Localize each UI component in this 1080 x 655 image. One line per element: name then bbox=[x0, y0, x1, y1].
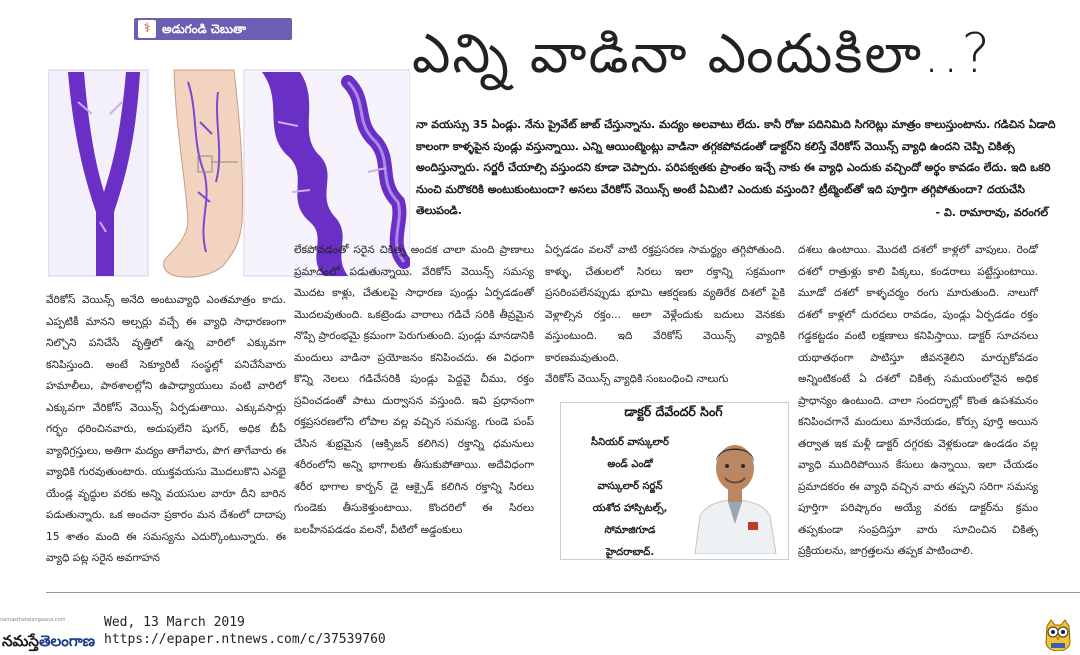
doctor-city: హైదరాబాద్. bbox=[605, 547, 655, 558]
answer-column-1 bbox=[46, 290, 286, 570]
doctor-details bbox=[570, 432, 690, 564]
column-3-text: ఏర్పడడం వలనో వాటి రక్తప్రసరణ సామర్థ్యం తగ్గిపోతుంది. కాళ్ళు, చేతులలో సిరలు ఇలా రక్తాన్ని సక్రమంగా ప్రసరింపలేనప్పుడు భూమి ఆకర్షణకు వ్యతిరేక దిశలో పైకి వెళ్లాల్సిన రక్తం... అలా వెళ్లేందుకు బదులు వెనకకు వస్తుంటుంది. ఇది వేరికోస్ వెయిన్స్ వ్యాధికి కారణమవుతుంది. bbox=[545, 244, 785, 364]
logo-word-1: నమస్తే bbox=[2, 632, 39, 650]
doctor-name: డాక్టర్ దేవేందర్ సింగ్ bbox=[624, 404, 723, 419]
answer-column-3 bbox=[545, 240, 785, 391]
doctor-area: సోమాజిగూడ bbox=[604, 525, 656, 536]
column-2-text: లేకపోవడంతో సరైన చికిత్స అందక చాలా మంది ప్రాణాలు ప్రమాదంలో పడుతున్నాయి. వేరికోస్ వెయిన్స్ సమస్య మొదట కాళ్లు, చేతులపై సాధారణ పుండ్లు ఏర్పడడంతో మొదలవుతుంది. ఒకట్రెండు వారాలు గడిచే సరికి తీవ్రమైన నొప్పి ప్రారంభమై క్రమంగా పెరుగుతుంది. పుండ్లు మానడానికి మందులు వాడినా ప్రయోజనం కనిపించదు. ఈ విధంగా కొన్ని నెలలు గడిచేసరికి పుండ్లు పెద్దవై చీము, రక్తం స్రవించడంతో పాటు దుర్వాసన వస్తుంది. ఇవి ప్రధానంగా రక్తప్రసరణలోని లోపాల వల్ల వచ్చిన సమస్య. గుండె పంప్ చేసిన శుభ్రమైన (ఆక్సిజన్ కలిగిన) రక్తాన్ని ధమనులు శరీరంలోని అన్ని భాగాలకు తీసుకుపోతాయి. అదేవిధంగా శరీర భాగాల కార్బన్ డై ఆక్సైడ్ కలిగిన రక్తాన్ని సిరలు గుండెకు తీసుకెళ్తుంటాయి. కొందరిలో ఈ సిరలు బలహీనపడడం వలనో, వీటిలో అడ్డంకులు bbox=[294, 244, 534, 536]
column-1-text: వేరికోస్ వెయిన్స్ అనేది అంటువ్యాధి ఎంతమాత్రం కాదు. ఎప్పటికీ మానని అల్సర్లు వచ్చే ఈ వ్యాధి సాధారణంగా నిల్చొని పనిచేసే వృత్తిలో ఉన్న వారిలో ఎక్కువగా కనిపిస్తుంది. అంటే సెక్యూరిటీ సంస్థల్లో పనిచేసేవారు హమాలీలు, పాఠశాలల్లోని ఉపాధ్యాయులు వంటి వారిలో ఎక్కువగా వేరికోస్ వెయిన్స్ ఏర్పడుతాయి. ఎక్కువసార్లు గర్భం ధరించినవారు, అదుపులేని షుగర్, అధిక బీపీ వ్యాధిగ్రస్తులు, అతిగా మద్యం తాగేవారు, పొగ తాగేవారు ఈ వ్యాధికి గురవుతుంటారు. యుక్తవయసు మొదలుకొని ఎనభై యేండ్ల వృద్ధుల వరకు అన్ని వయసుల వారూ దీని బారిన పడుతున్నారు. ఒక అంచనా ప్రకారం మన దేశంలో దాదాపు 15 శాతం మంది ఈ సమస్యను ఎదుర్కొంటున్నారు. ఈ వ్యాధి పట్ల సరైన అవగాహన bbox=[46, 294, 286, 564]
footer-site-url: namasthetelangaana.com bbox=[0, 617, 66, 623]
answer-column-2 bbox=[294, 240, 534, 541]
doctor-title-3: వాస్కులార్ సర్జన్ bbox=[597, 481, 663, 492]
doctor-photo bbox=[690, 424, 780, 554]
doctor-hospital: యశోద హాస్పిటల్స్, bbox=[592, 503, 668, 514]
doctor-title-1: సీనియర్ వాస్కులార్ bbox=[591, 437, 669, 448]
column-4-text: దశలు ఉంటాయి. మొదటి దశలో కాళ్లలో వాపులు. రెండో దశలో రాత్రుళ్లు కాలి పిక్కలు, కండరాలు పట్టేస్తుంటాయి. మూడో దశలో కాళ్ళచర్మం రంగు మారుతుంది. నాలుగో దశలో కాళ్లలో దురదలు రావడం, పుండ్లు ఏర్పడడం రక్తం గడ్డకట్టడం వంటి లక్షణాలు కనిపిస్తాయి. డాక్టర్ సూచనలు యథాతథంగా పాటిస్తూ జీవనశైలిని మార్చుకోవడం అన్నింటికంటే ఏ దశలో చికిత్స సమయంలోనైన అధిక ప్రాధాన్యం ఉంటుంది. చాలా సందర్భాల్లో కొంత ఉపశమనం కనిపించగానే మందులు మానేయడం, కోర్సు పూర్తి అయిన తర్వాత ఇక మళ్లీ డాక్టర్ దగ్గరకు వెళ్లకుండా ఉండడం వల్ల వ్యాధి ముదిరిపోయిన కేసులు ఉన్నాయి. ఇలా చేయడం ప్రమాదకరం ఈ వ్యాధి వచ్చిన వారు తప్పని సరిగా సమస్య పూర్తిగా పరిష్కారం అయ్యే వరకు డాక్టర్‌ను క్రమం తప్పకుండా సంప్రదిస్తూ వారు సూచించిన చికిత్స ప్రక్రియలను, జాగ్రత్తలను తప్పక పాటించాలి. bbox=[798, 244, 1038, 557]
epaper-link[interactable]: https://epaper.ntnews.com/c/37539760 bbox=[104, 632, 386, 647]
newspaper-logo bbox=[2, 632, 95, 654]
footer-divider bbox=[46, 592, 1080, 593]
leg-icon bbox=[164, 70, 243, 277]
answer-column-4 bbox=[798, 240, 1038, 563]
logo-word-2: తెలంగాణ bbox=[38, 632, 96, 650]
column-3-text-continued: వేరికోస్ వెయిన్స్ వ్యాధికి సంబంధించి నాలుగు bbox=[545, 373, 729, 385]
doctor-title-2: అండ్ ఎండో bbox=[607, 459, 653, 470]
caduceus-icon: ⚕ bbox=[138, 20, 156, 38]
headline: ఎన్ని వాడినా ఎందుకిలా..? bbox=[412, 22, 993, 85]
edition-date: Wed, 13 March 2019 bbox=[104, 615, 245, 630]
column-tag-label: అడుగండి చెబుతా bbox=[162, 22, 247, 36]
reader-question: నా వయస్సు 35 ఏండ్లు. నేను ప్రైవేట్ జాబ్ చేస్తున్నాను. మద్యం అలవాటు లేదు. కానీ రోజు పదినిమిది సిగరెట్లు మాత్రం కాలుస్తుంటాను. గడిచిన ఏడాది కాలంగా కాళ్ళపైన పుండ్లు వస్తున్నాయి. ఎన్ని ఆయింట్మెంట్లు వాడినా తగ్గకపోవడంతో డాక్టర్‌ని కలిస్తే వేరికోస్ వెయిన్స్ వ్యాధి ఉందని చెప్పి చికిత్స అందిస్తున్నారు. సర్జరీ చేయాల్సి వస్తుందని కూడా చెప్పారు. పరిపక్వతకు ప్రాంతం ఇచ్చే నాకు ఈ వ్యాధి ఎందుకు వచ్చిందో అర్థం కావడం లేదు. ఇది ఒకరి నుంచి మరొకరికి అంటుకుంటుందా? అసలు వేరికోస్ వెయిన్స్ అంటే ఏమిటి? ఎందుకు వస్తుంది? ట్రీట్మెంట్‌తో ఇది పూర్తిగా తగ్గిపోతుందా? దయచేసి తెలుపండి. bbox=[416, 118, 1056, 217]
owl-icon bbox=[1043, 618, 1073, 651]
question-signature: - వి. రామారావు, వరంగల్ bbox=[935, 206, 1048, 219]
